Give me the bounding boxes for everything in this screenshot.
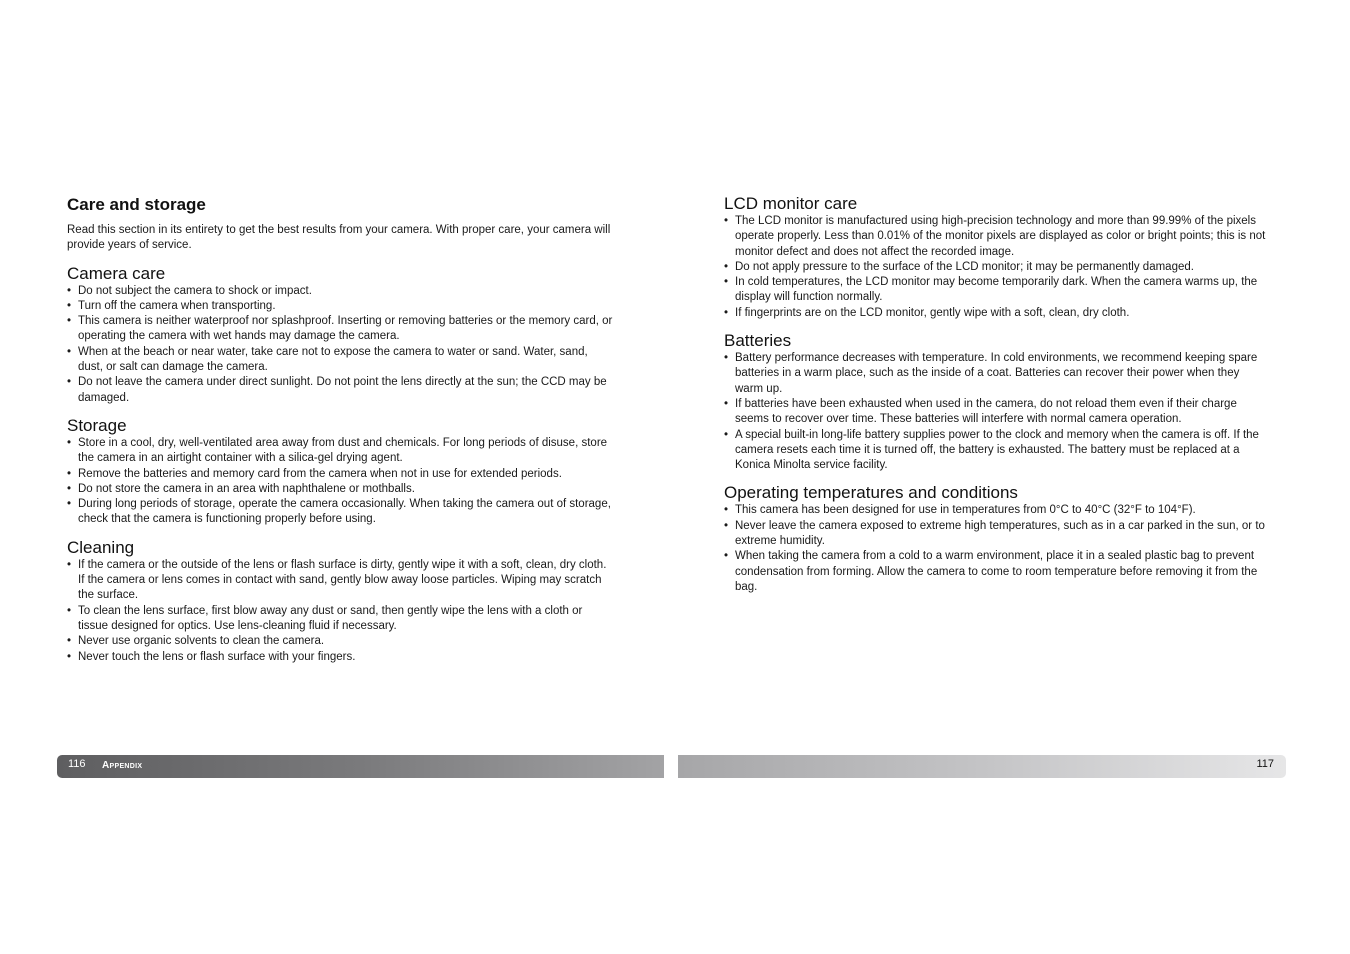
list-item: • When taking the camera from a cold to a warm environment, place it in a sealed plastic bag to prevent condensation from forming. Allow the camera to come to room temperature before removing it from the bag. xyxy=(724,549,1269,595)
list-item: • This camera is neither waterproof nor splashproof. Inserting or removing batteries or the memory card, or operating the camera with wet hands may damage the camera. xyxy=(67,314,615,345)
section-heading-storage: Storage xyxy=(67,415,127,435)
list-item: • Store in a cool, dry, well-ventilated area away from dust and chemicals. For long periods of disuse, store the camera in an airtight container with a silica-gel drying agent. xyxy=(67,436,615,467)
section-heading-camera-care: Camera care xyxy=(67,263,166,283)
section-heading-lcd-monitor-care: LCD monitor care xyxy=(724,194,858,213)
list-item: • Battery performance decreases with temperature. In cold environments, we recommend keeping spare batteries in a warm place, such as the inside of a coat. Batteries can recover their power when they warm up. xyxy=(724,351,1269,397)
list-item: • Do not leave the camera under direct sunlight. Do not point the lens directly at the sun; the CCD may be damaged. xyxy=(67,375,615,406)
list-item: • Do not subject the camera to shock or impact. xyxy=(67,284,615,299)
list-item: • Do not store the camera in an area with naphthalene or mothballs. xyxy=(67,482,615,497)
list-item: • During long periods of storage, operate the camera occasionally. When taking the camera out of storage, check that the camera is functioning properly before using. xyxy=(67,497,615,528)
operating-conditions-list xyxy=(724,503,1269,595)
list-item: • The LCD monitor is manufactured using high-precision technology and more than 99.99% of the pixels operate properly. Less than 0.01% of the monitor pixels are displayed as color or bright points; this is not monitor defect and does not affect the recorded image. xyxy=(724,214,1269,260)
list-item: • If the camera or the outside of the lens or flash surface is dirty, gently wipe it with a soft, clean, dry cloth. If the camera or lens comes in contact with sand, gently blow away loose particles. Wiping may scratch the surface. xyxy=(67,558,615,604)
right-page-column xyxy=(724,194,1269,605)
page-number-left: 116 xyxy=(68,758,86,770)
section-heading-operating-conditions: Operating temperatures and conditions xyxy=(724,483,1018,503)
storage-list xyxy=(67,436,615,528)
section-heading-batteries: Batteries xyxy=(724,331,792,351)
list-item: • Do not apply pressure to the surface of the LCD monitor; it may be permanently damaged. xyxy=(724,260,1269,275)
batteries-list xyxy=(724,351,1269,473)
footer-bar-left xyxy=(57,755,664,778)
footer-bar-right xyxy=(678,755,1286,778)
page-number-right: 117 xyxy=(1256,758,1274,770)
list-item: • If batteries have been exhausted when used in the camera, do not reload them even if their charge seems to recover over time. These batteries will interfere with normal camera operation. xyxy=(724,397,1269,428)
list-item: • Turn off the camera when transporting. xyxy=(67,299,615,314)
left-page-column xyxy=(67,194,615,675)
intro-paragraph: Read this section in its entirety to get the best results from your camera. With proper care, your camera will provide years of service. xyxy=(67,224,611,252)
list-item: • This camera has been designed for use in temperatures from 0°C to 40°C (32°F to 104°F). xyxy=(724,503,1269,518)
list-item: • Never use organic solvents to clean the camera. xyxy=(67,634,615,649)
page-title: Care and storage xyxy=(67,195,206,214)
list-item: • When at the beach or near water, take care not to expose the camera to water or sand. Water, sand, dust, or salt can damage the camera. xyxy=(67,345,615,376)
footer-section-label: Appendix xyxy=(102,760,143,771)
section-heading-cleaning: Cleaning xyxy=(67,537,135,557)
list-item: • Never touch the lens or flash surface with your fingers. xyxy=(67,650,615,665)
lcd-monitor-care-list xyxy=(724,214,1269,321)
camera-care-list xyxy=(67,284,615,406)
list-item: • To clean the lens surface, first blow away any dust or sand, then gently wipe the lens with a cloth or tissue designed for optics. Use lens-cleaning fluid if necessary. xyxy=(67,604,615,635)
list-item: • In cold temperatures, the LCD monitor may become temporarily dark. When the camera warms up, the display will function normally. xyxy=(724,275,1269,306)
list-item: • If fingerprints are on the LCD monitor, gently wipe with a soft, clean, dry cloth. xyxy=(724,306,1269,321)
cleaning-list xyxy=(67,558,615,665)
list-item: • Never leave the camera exposed to extreme high temperatures, such as in a car parked in the sun, or to extreme humidity. xyxy=(724,519,1269,550)
list-item: • A special built-in long-life battery supplies power to the clock and memory when the camera is off. If the camera resets each time it is turned off, the battery is exhausted. The battery must be replaced at a Konica Minolta service facility. xyxy=(724,428,1269,474)
list-item: • Remove the batteries and memory card from the camera when not in use for extended periods. xyxy=(67,467,615,482)
